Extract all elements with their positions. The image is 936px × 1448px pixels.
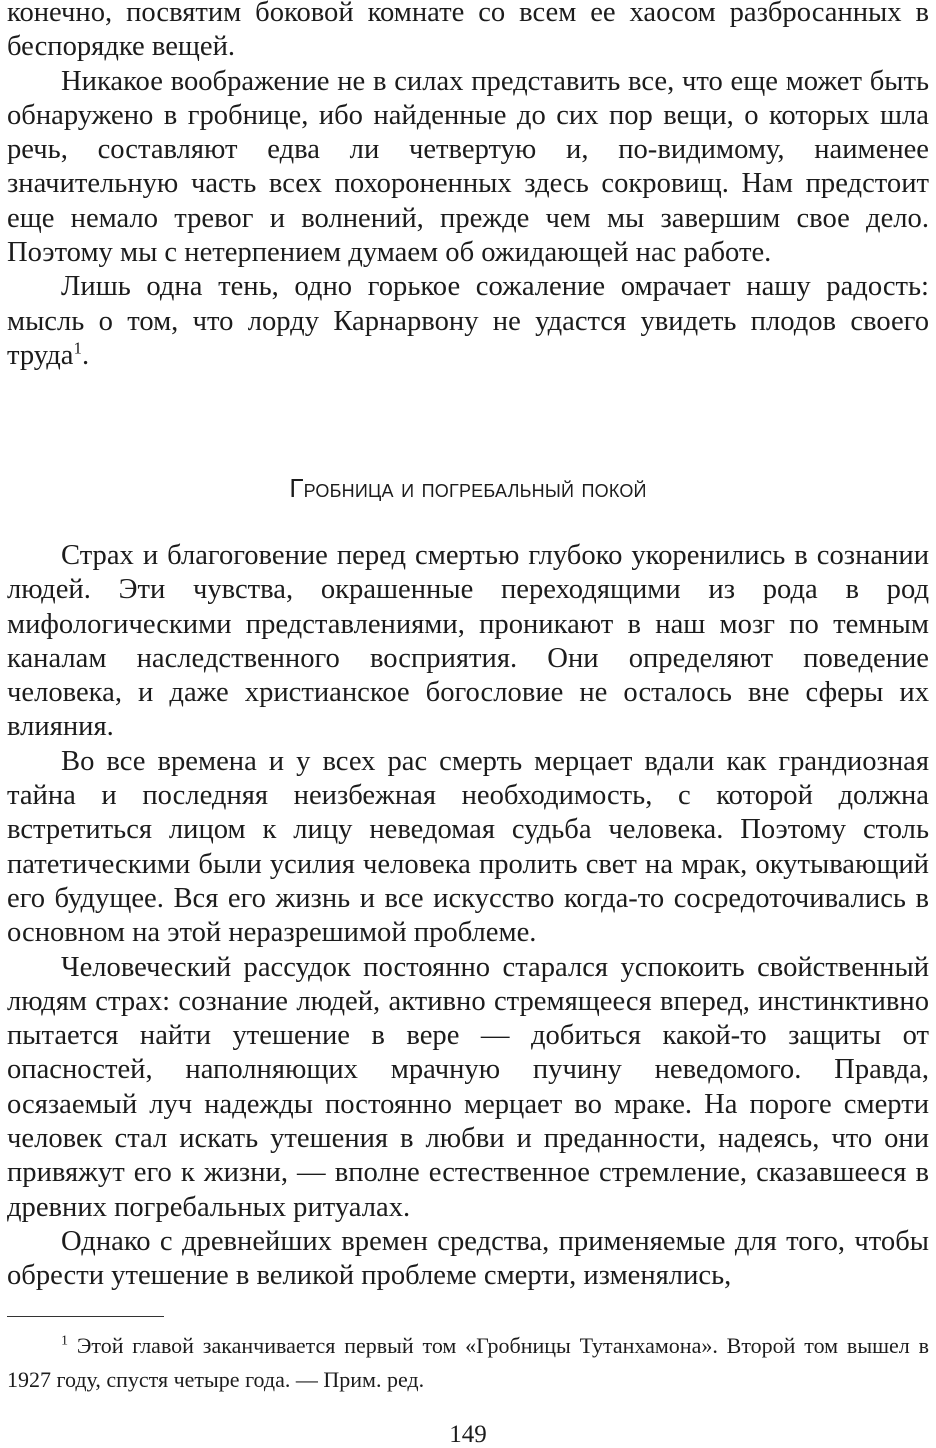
paragraph: Лишь одна тень, одно горькое сожаление омрачает нашу радость: мысль о том, что лорду Карнарвону не удастся увидеть плодов своего труда$^1$. — [7, 271, 929, 371]
paragraph: Во все времена и у всех рас смерть мерцает вдали как грандиозная тайна и последняя неизбежная необходимость, с которой должна встретиться лицом к лицу неведомая судьба человека. Поэтому столь патетическими были усилия человека пролить свет на мрак, окутывающий его будущее. Вся его жизнь и все искусство когда-то сосредоточивались в основном на этой неразрешимой проблеме. — [7, 745, 929, 949]
section-heading: Гробница и погребальный покой — [289, 473, 647, 503]
footnote — [7, 1329, 929, 1397]
paragraph: Человеческий рассудок постоянно старался успокоить свойственный людям страх: сознание людей, активно стремящееся вперед, инстинктивно пытается найти утешение в вере — добиться какой-то защиты от опасностей, наполняющих мрачную пучину неведомого. Правда, осязаемый луч надежды постоянно мерцает во мраке. На пороге смерти человек стал искать утешения в любви и преданности, надеясь, что они привяжут его к жизни, — вполне естественное стремление, сказавшееся в древних погребальных ритуалах. — [7, 951, 929, 1223]
paragraph: Однако с древнейших времен средства, применяемые для того, чтобы обрести утешение в великой проблеме смерти, изменялись, — [7, 1225, 929, 1292]
page-number: 149 — [449, 1421, 487, 1448]
top-text-block — [7, 0, 929, 373]
footnote-number: 1 — [61, 1333, 68, 1349]
paragraph: Никакое воображение не в силах представить все, что еще может быть обнаружено в гробнице, ибо найденные до сих пор вещи, о которых шла речь, составляют едва ли четвертую и, по-видимому, наименее значительную часть всех похороненных здесь сокровищ. Нам предстоит еще немало тревог и волнений, прежде чем мы завершим свое дело. Поэтому мы с нетерпением думаем об ожидающей нас работе. — [7, 65, 929, 269]
main-text-block — [7, 539, 929, 1294]
footnote-text: Этой главой заканчивается первый том «Гробницы Тутанхамона». Второй том вышел в 1927 году, спустя четыре года. — Прим. ред. — [7, 1333, 930, 1392]
paragraph: конечно, посвятим боковой комнате со всем ее хаосом разбросанных в беспорядке вещей. — [7, 0, 929, 63]
paragraph-text: Лишь одна тень, одно горькое сожаление омрачает нашу радость: мысль о том, что лорду Карнарвону не удастся увидеть плодов своего труда — [7, 271, 929, 371]
footnote-reference[interactable]: 1 — [73, 338, 82, 358]
paragraph: Страх и благоговение перед смертью глубоко укоренились в сознании людей. Эти чувства, окрашенные переходящими из рода в род мифологическими представлениями, проникают в наш мозг по темным каналам наследственного восприятия. Они определяют поведение человека, и даже христианское богословие не осталось вне сферы их влияния. — [7, 540, 929, 743]
footnote-divider — [7, 1316, 164, 1317]
